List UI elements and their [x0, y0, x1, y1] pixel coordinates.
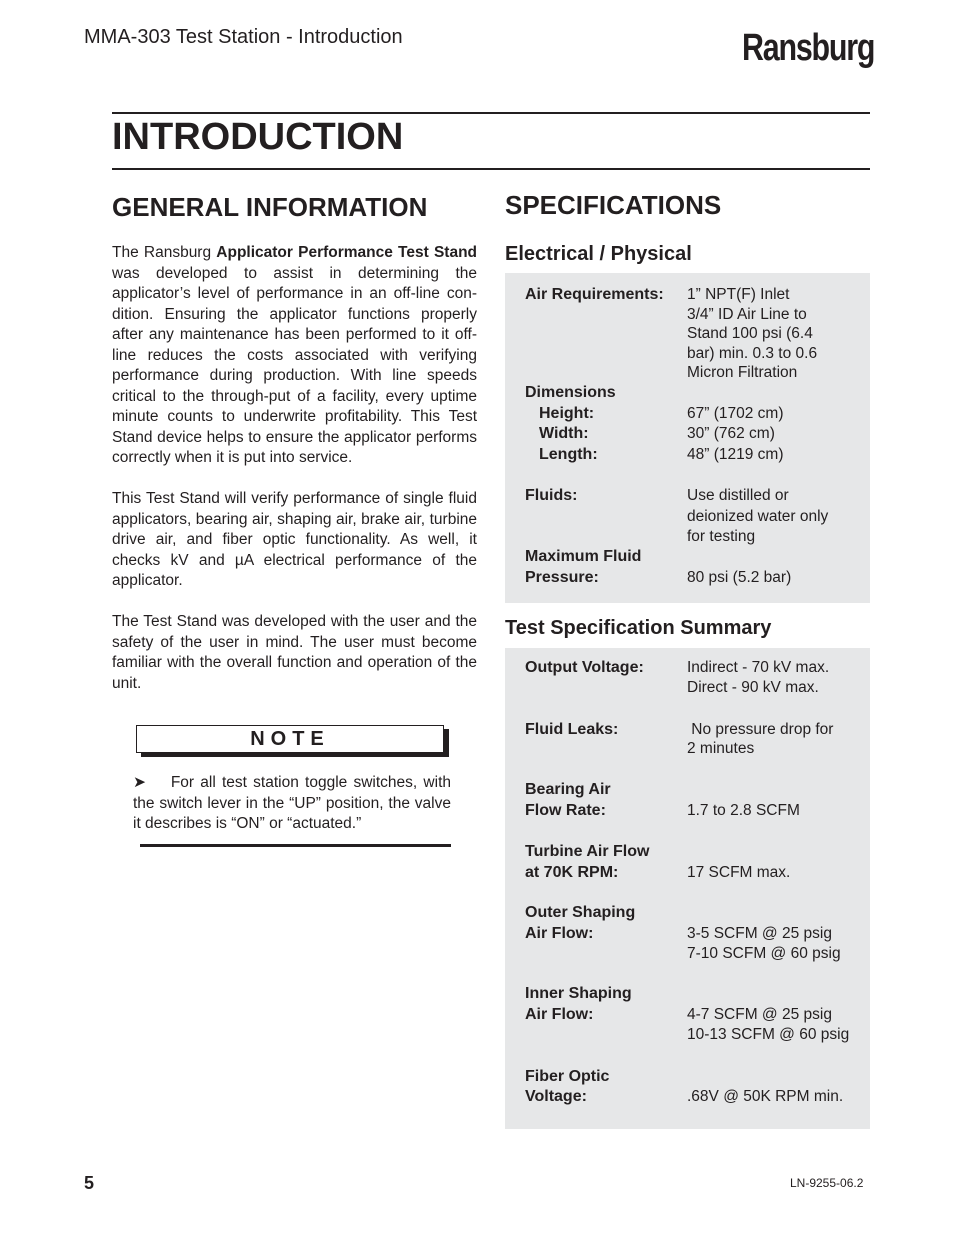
test-specification-summary-heading: Test Specification Summary	[505, 617, 772, 639]
page-number: 5	[84, 1173, 95, 1193]
general-information-heading: GENERAL INFORMATION	[112, 192, 428, 222]
spec-value: Indirect - 70 kV max.	[687, 659, 830, 676]
spec-value: Stand 100 psi (6.4	[687, 325, 813, 342]
spec-label: Inner Shaping	[525, 985, 632, 1002]
spec-value: deionized water only	[687, 507, 829, 525]
title-top-rule	[112, 112, 870, 114]
spec-value: for testing	[687, 528, 756, 545]
spec-label: Output Voltage:	[525, 659, 644, 676]
spec-label: Length:	[539, 446, 598, 463]
document-title: MMA-303 Test Station - Introduction	[84, 26, 403, 48]
note-title: NOTE	[250, 728, 330, 750]
spec-label: Height:	[539, 404, 595, 422]
spec-label: Turbine Air Flow	[525, 843, 650, 860]
note-box	[136, 725, 444, 753]
test-specification-panel	[505, 648, 870, 1129]
page-title: INTRODUCTION	[112, 116, 404, 158]
spec-label: Maximum Fluid	[525, 548, 642, 565]
spec-label: Fiber Optic	[525, 1068, 610, 1085]
spec-value: Direct - 90 kV max.	[687, 679, 819, 696]
spec-value: 3-5 SCFM @ 25 psig	[687, 925, 832, 942]
spec-label: Width:	[539, 425, 589, 442]
bullet-arrow-icon: ➤	[133, 774, 146, 791]
brand-logo: Ransburg	[742, 27, 875, 69]
spec-label: Pressure:	[525, 568, 599, 586]
spec-label: Bearing Air	[525, 781, 611, 798]
spec-value: .68V @ 50K RPM min.	[687, 1088, 844, 1105]
spec-value: 7-10 SCFM @ 60 psig	[687, 944, 841, 962]
spec-label: Air Requirements:	[525, 286, 664, 303]
specifications-heading: SPECIFICATIONS	[505, 190, 722, 220]
spec-value: 1” NPT(F) Inlet	[687, 286, 790, 303]
spec-label: Dimensions	[525, 384, 616, 401]
note-text: ➤ For all test station toggle switches, with the switch lever in the “UP” position, the valve it describes is “ON” or “actuated.”	[133, 774, 451, 832]
spec-value: 4-7 SCFM @ 25 psig	[687, 1006, 832, 1023]
spec-value: 80 psi (5.2 bar)	[687, 568, 792, 586]
spec-label: Voltage:	[525, 1088, 587, 1105]
spec-value: 17 SCFM max.	[687, 864, 791, 881]
spec-label: Air Flow:	[525, 925, 594, 942]
electrical-physical-panel	[505, 273, 870, 603]
spec-value: bar) min. 0.3 to 0.6	[687, 344, 818, 362]
general-info-paragraph-3: The Test Stand was developed with the user and the safety of the user in mind. The user must become familiar with the overall function and operation of the unit.	[112, 613, 477, 692]
electrical-physical-heading: Electrical / Physical	[505, 243, 692, 265]
spec-value: 67” (1702 cm)	[687, 404, 784, 422]
spec-label: Fluids:	[525, 487, 578, 504]
spec-value: 3/4” ID Air Line to	[687, 305, 807, 323]
spec-label: Air Flow:	[525, 1006, 594, 1023]
general-info-paragraph-2: This Test Stand will verify performance of single fluid applicators, bearing air, shaping air, brake air, turbine drive air, and fiber optic functionality. As well, it checks kV and µA electrical performance of the applicator.	[112, 490, 477, 589]
product-name: Applicator Performance Test Stand	[216, 244, 478, 261]
note-bottom-rule	[140, 844, 451, 847]
spec-value: 1.7 to 2.8 SCFM	[687, 802, 800, 819]
spec-value: 2 minutes	[687, 740, 755, 757]
general-info-paragraph-1: The Ransburg Applicator Performance Test Stand was developed to assist in determining the applicator’s level of performance in an off-line con-dition. Ensuring the applicator functions properly after any maintenance has been performed to it off-line reduces the costs associated with verifying performance during production. With line speeds critical to the through-put of a facility, every uptime minute counts to underwrite profitability. This Test Stand device helps to ensure the applicator performs correctly when it is put into service.	[112, 244, 478, 466]
spec-value: 10-13 SCFM @ 60 psig	[687, 1026, 850, 1043]
spec-label: Flow Rate:	[525, 802, 606, 819]
spec-label: Fluid Leaks:	[525, 721, 619, 738]
spec-value: Use distilled or	[687, 487, 789, 504]
spec-value: Micron Filtration	[687, 364, 798, 381]
spec-label: at 70K RPM:	[525, 864, 619, 881]
document-number: LN-9255-06.2	[790, 1176, 864, 1190]
title-bottom-rule	[112, 168, 870, 170]
spec-value: No pressure drop for	[687, 721, 834, 738]
spec-value: 48” (1219 cm)	[687, 446, 784, 463]
spec-value: 30” (762 cm)	[687, 425, 775, 442]
spec-label: Outer Shaping	[525, 904, 636, 921]
